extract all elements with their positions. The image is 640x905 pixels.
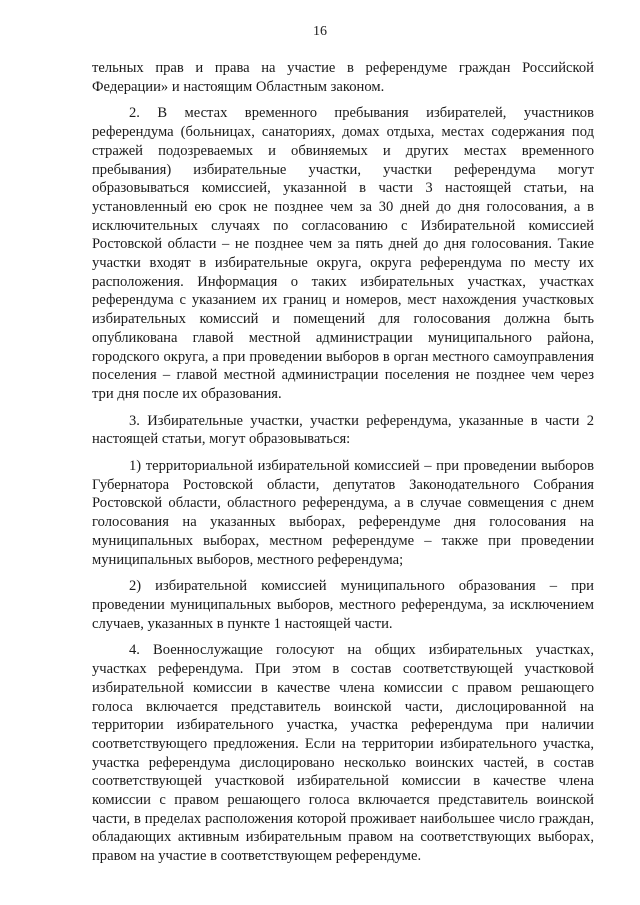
paragraph-subitem-1: 1) территориальной избирательной комиссией – при проведении выборов Губернатора Ростовской области, депутатов Законодательного Собрания Ростовской области, областного референдума, а в случае совмещения с днем голосования на указанных выборах, референдуме дня голосования на муниципальных выборах, местном референдуме – также при проведении муниципальных выборов, местного референдума; (92, 458, 594, 568)
paragraph-item-4: 4. Военнослужащие голосуют на общих избирательных участках, участках референдума. При этом в состав соответствующей участковой избирательной комиссии в качестве члена комиссии с правом решающего голоса включается представитель воинской части, дислоцированной на территории избирательного участка, участка референдума при наличии соответствующего предложения. Если на территории избирательного участка, участка референдума дислоцировано несколько воинских частей, в состав соответствующей участковой избирательной комиссии в качестве члена комиссии с правом решающего голоса включается представитель воинской части, в пределах расположения которой проживает наибольшее число граждан, обладающих активным избирательным правом на соответствующих выборах, правом на участие в соответствующем референдуме. (92, 642, 594, 865)
paragraph-continuation: тельных прав и права на участие в референдуме граждан Российской Федерации» и настоящим Областным законом. (92, 60, 594, 95)
paragraph-subitem-2: 2) избирательной комиссией муниципального образования – при проведении муниципальных выборов, местного референдума, за исключением случаев, указанных в пункте 1 настоящей части. (92, 578, 594, 632)
paragraph-item-3: 3. Избирательные участки, участки референдума, указанные в части 2 настоящей статьи, могут образовываться: (92, 412, 594, 448)
paragraph-gap (92, 404, 594, 412)
paragraph-item-2: 2. В местах временного пребывания избирателей, участников референдума (больницах, санаториях, домах отдыха, местах содержания под стражей подозреваемых и обвиняемых и других местах временного пребывания) избирательные участки, участки референдума могут образовываться комиссией, указанной в части 3 настоящей статьи, на установленный ею срок не позднее чем за 30 дней до дня голосования, а в исключительных случаях по согласованию с Избирательной комиссией Ростовской области – не позднее чем за пять дней до дня голосования. Такие участки входят в избирательные округа, округа референдума по месту их расположения. Информация о таких избирательных участках, участках референдума с указанием их границ и номеров, мест нахождения участковых избирательных комиссий и помещений для голосования должна быть опубликована главой местной администрации муниципального района, городского округа, а при проведении выборов в орган местного самоуправления поселения – главой местной администрации поселения не позднее чем через три дня после их образования. (92, 105, 594, 402)
paragraph-gap (92, 569, 594, 577)
paragraph-gap (92, 96, 594, 104)
document-body (92, 59, 594, 866)
paragraph-gap (92, 449, 594, 457)
paragraph-gap (92, 633, 594, 641)
page-number: 16 (313, 24, 327, 39)
